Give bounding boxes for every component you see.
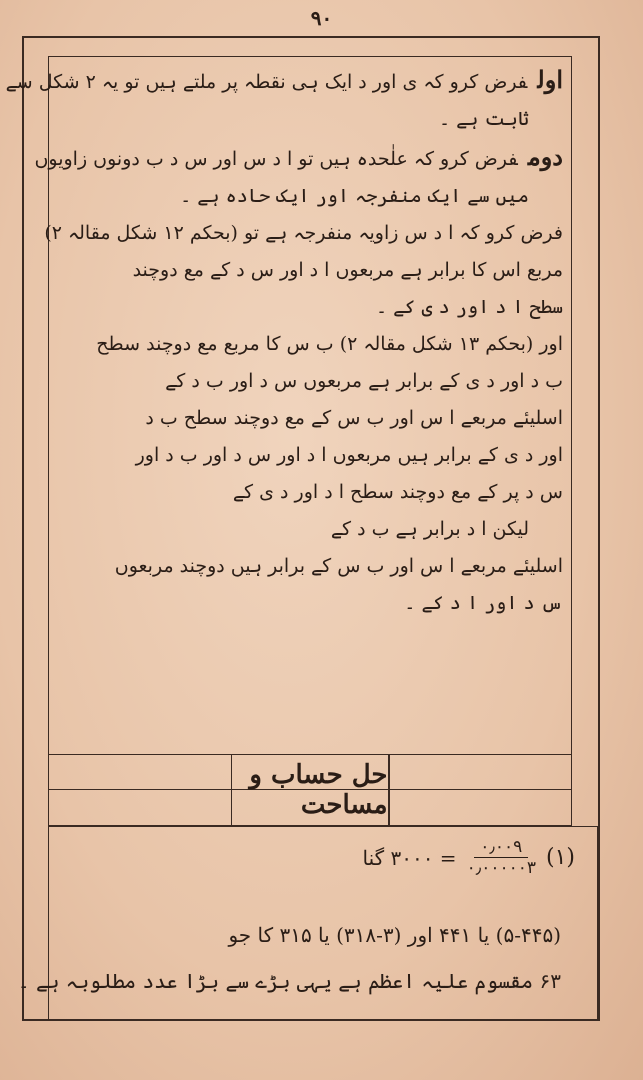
line-text: اسلیئے مربعے ا س اور ب س کے برابر ہیں دوچند مربعوں <box>114 555 563 577</box>
text-line <box>57 585 563 622</box>
line-text: ثابت ہے ۔ <box>438 108 529 130</box>
solution-line-3: ۶۳ مقسوم علیہ اعظم ہے یہی بڑے سے بڑا عدد مطلوبہ ہے ۔ <box>17 969 561 993</box>
text-line <box>57 363 563 400</box>
section-heading-row <box>48 754 572 826</box>
line-text: س د پر کے مع دوچند سطح ا د اور د ی کے <box>232 481 563 503</box>
text-line <box>57 548 563 585</box>
text-line <box>44 215 563 252</box>
line-text: فرض کرو کہ ا د س زاویہ منفرجہ ہے تو (بحکم ۱۲ شکل مقالہ ۲) <box>44 222 563 244</box>
text-line <box>57 252 563 289</box>
paragraph-lead: دوم <box>527 142 563 171</box>
question-1-row <box>362 837 575 878</box>
text-line <box>57 289 563 326</box>
page-frame <box>5 36 600 1021</box>
question-1-number: (۱) <box>546 845 575 870</box>
line-text: اسلیئے مربعے ا س اور ب س کے مع دوچند سطح ب د <box>145 407 563 429</box>
text-line <box>34 138 563 178</box>
line-text: میں سے ایک منفرجہ اور ایک حادہ ہے ۔ <box>180 185 529 207</box>
solution-block <box>17 826 598 1020</box>
solution-line-2: (۵-۴۴۵) یا ۴۴۱ اور (۳-۳۱۸) یا ۳۱۵ کا جو <box>228 923 561 947</box>
text-line <box>57 326 563 363</box>
heading-side-cell <box>49 755 231 825</box>
text-line <box>57 101 563 138</box>
page-number: ۹۰ <box>310 6 333 30</box>
text-line <box>57 437 563 474</box>
fraction-denominator: ۰٫۰۰۰۰۰۳ <box>466 858 537 878</box>
line-text: مربع اس کا برابر ہے مربعوں ا د اور س د کے مع دوچند <box>132 259 563 281</box>
line-text: اور (بحکم ۱۳ شکل مقالہ ۲) ب س کا مربع مع دوچند سطح <box>96 333 563 355</box>
section-heading: حل حساب و مساحت <box>231 755 389 825</box>
text-line <box>57 511 563 548</box>
line-text: فرض کرو کہ علٰحدہ ہیں تو ا د س اور س د ب دونوں زاویوں <box>34 148 518 170</box>
text-line <box>57 474 563 511</box>
question-1-result: = ۳۰۰۰ گنا <box>362 845 457 870</box>
paragraph-lead: اول <box>537 65 563 94</box>
fraction-numerator: ۰٫۰۰۹ <box>474 837 528 858</box>
text-line <box>5 61 563 101</box>
text-line <box>57 178 563 215</box>
line-text: اور د ی کے برابر ہیں مربعوں ا د اور س د اور ب د اور <box>135 444 563 466</box>
proof-text-block <box>5 56 572 790</box>
line-text: ب د اور د ی کے برابر ہے مربعوں س د اور ب د کے <box>165 370 563 392</box>
text-line <box>57 400 563 437</box>
heading-side-cell <box>389 755 572 825</box>
question-1-fraction <box>467 837 536 878</box>
line-text: فرض کرو کہ ی اور د ایک ہی نقطہ پر ملتے ہیں تو یہ ۲ شکل سے <box>5 71 528 93</box>
line-text: س د اور ا د کے ۔ <box>404 592 563 614</box>
line-text: لیکن ا د برابر ہے ب د کے <box>330 518 529 540</box>
line-text: سطح ا د اور د ی کے ۔ <box>375 296 563 318</box>
